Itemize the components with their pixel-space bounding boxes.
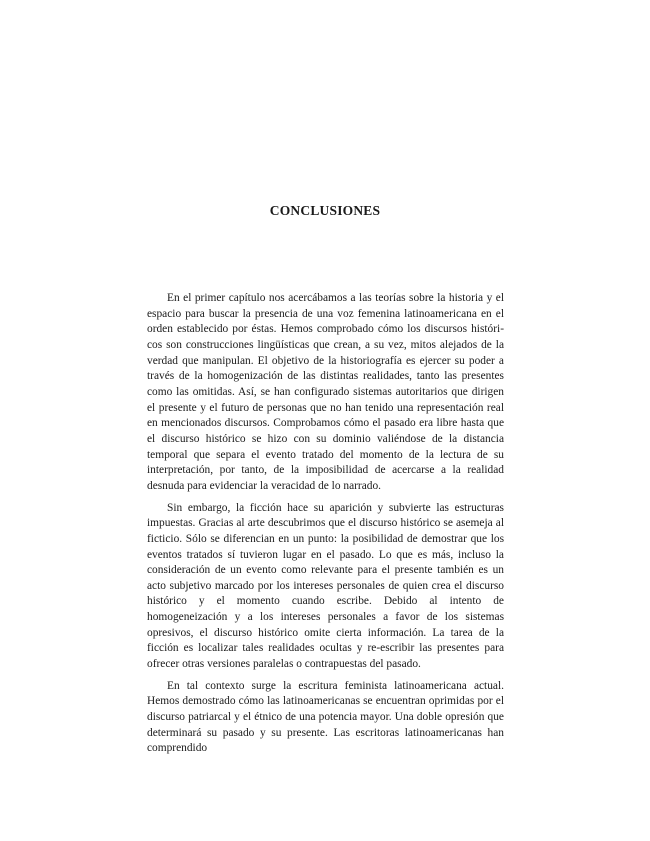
body-text: [147, 291, 504, 757]
paragraph: En tal contexto surge la escritura feminista latinoamericana actual. Hemos demostrado cómo las latinoamericanas se encuentran oprimidas por el discurso patriarcal y el étnico de una potencia mayor. Una doble opresión que determinará su pasado y su presente. Las escritoras latinoamericanas han comprendido: [147, 679, 504, 755]
chapter-heading: CONCLUSIONES: [269, 203, 381, 218]
paragraph: En el primer capítulo nos acercábamos a las teorías sobre la historia y el espacio para buscar la presencia de una voz femenina latinoamericana en el orden establecido por éstas. Hemos comprobado cómo los discursos históricos son construcciones lingüísticas que crean, a su vez, mitos alejados de la verdad que manipulan. El objetivo de la historiografía es ejercer su poder a través de la homogenización de las distintas realidades, tanto las presentes como las omitidas. Así, se han configurado sistemas autoritarios que dirigen el presente y el futuro de personas que no han tenido una representación real en mencionados discursos. Comprobamos cómo el pasado era libre hasta que el discurso histórico se hizo con su dominio valiéndose de la distancia temporal que separa el evento tratado del momento de la lectura de su interpretación, por tanto, de la imposibilidad de acercarse a la realidad desnuda para evidenciar la veracidad de lo narrado.: [147, 292, 504, 492]
paragraph: Sin embargo, la ficción hace su aparición y subvierte las estructuras impuestas. Gracias al arte descubrimos que el discurso histórico se asemeja al ficticio. Sólo se diferencian en un punto: la posibilidad de demostrar que los eventos tratados sí tuvieron lugar en el pasado. Lo que es más, incluso la consideración de un evento como relevante para el presente también es un acto subjetivo marcado por los intereses personales de quien crea el discurso histórico y el momento cuando escribe. Debido al intento de homogeneización y a los intereses personales a favor de los sistemas opresivos, el discurso histórico omite cierta información. La tarea de la ficción es localizar tales realidades ocultas y re-escribir las presentes para ofrecer otras versiones paralelas o contrapuestas del pasado.: [147, 501, 504, 671]
